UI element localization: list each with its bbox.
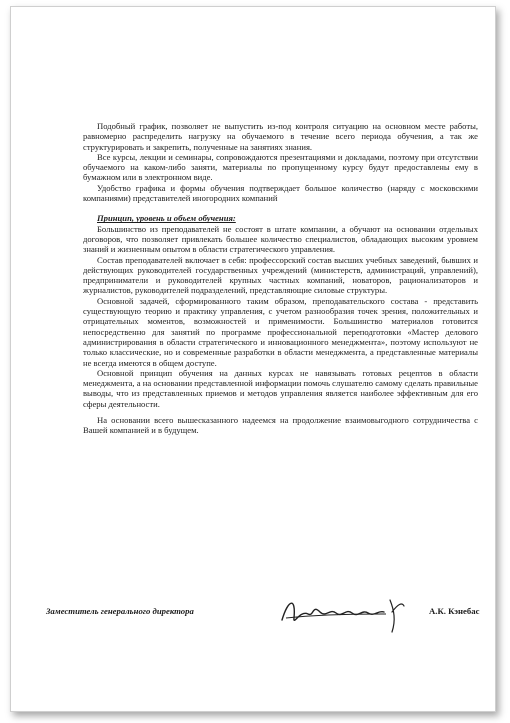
section-heading: Принцип, уровень и объем обучения: — [97, 213, 236, 224]
paragraph-closing: На основании всего вышесказанного надеемся на продолжение взаимовыгодного сотрудничества с Вашей компанией и в будущем. — [83, 415, 478, 436]
signature-block — [46, 598, 486, 638]
signer-name: А.К. Кэнебас — [429, 606, 480, 616]
paragraph-schedule: Подобный график, позволяет не выпустить из-под контроля ситуацию на основном месте работы, равномерно распределить нагрузку на обучаемого в течение всего периода обучения, а так же структурировать и закрепить, полученные на занятиях знания. — [83, 121, 478, 152]
paragraph-staff: Состав преподавателей включает в себя: профессорский состав высших учебных заведений, бывших и действующих руководителей государственных учреждений (министерств, администраций, управлений), предприниматели и руководителей крупных частных компаний, новаторов, рационализаторов и журналистов, руководителей подразделений, представляющие силовые структуры. — [83, 254, 478, 296]
paragraph-principle: Основной принцип обучения на данных курсах не навязывать готовых рецептов в области менеджмента, а на основании представленной информации помочь слушателю самому сделать правильные выводы, что из представленных приемов и методов управления является наиболее эффективным для его сферы деятельности. — [83, 367, 478, 409]
letter-body — [83, 121, 478, 436]
paragraph-teachers: Большинство из преподавателей не состоят в штате компании, а обучают на основании отдельных договоров, что позволяет привлекать большее количество специалистов, обладающих высоким уровнем знаний и жизненным опытом в области стратегического управления. — [83, 223, 478, 255]
signer-title: Заместитель генерального директора — [46, 606, 194, 616]
paragraph-materials: Все курсы, лекции и семинары, сопровождаются презентациями и докладами, поэтому при отсутствии обучаемого на каком-либо заняти, материалы по пропущенному курсу будут предоставлены ему в бумажном или в электронном виде. — [83, 151, 478, 183]
paragraph-convenience: Удобство графика и формы обучения подтверждает большое количество (наряду с московскими компаниями) представителей иногородних компаний — [83, 182, 478, 204]
paragraph-objective: Основной задачей, сформированного таким образом, преподавательского состава - представить существующую теорию и практику управления, с учетом разнообразия точек зрения, положительных и отрицательных моментов, возможностей и применимости. Большинство материалов готовится непосредственно для занятий по программе профессиональной переподготовки «Мастер делового администрирования в области стратегического и инновационного менеджмента», поэтому используют не только классические, но и современные разработки в области менеджмента, а представленные материалы не всегда имеются в общем доступе. — [83, 295, 478, 368]
document-page — [10, 6, 496, 712]
handwritten-signature — [274, 590, 424, 635]
